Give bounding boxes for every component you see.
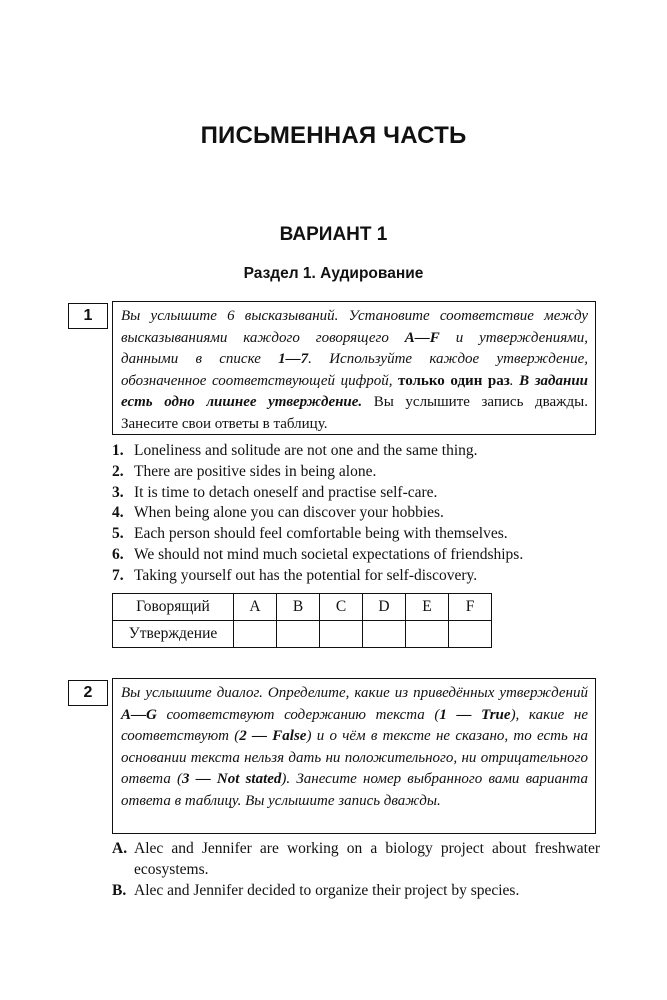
task-1-instr-extra: В задании есть одно лишнее утверждение. xyxy=(121,372,588,411)
task-1-statements xyxy=(112,441,602,587)
task-1-instr-text: . xyxy=(509,372,520,389)
item-text: Alec and Jennifer are working on a biology project about freshwater ecosystems. xyxy=(134,840,600,878)
list-item xyxy=(112,566,602,587)
list-item xyxy=(112,462,602,483)
list-item xyxy=(112,483,602,504)
task-2-instr-not-stated: 3 — Not stated xyxy=(182,771,282,788)
task-2-instr-text: Вы услышите диалог. Определите, какие из приведённых утверждений xyxy=(121,685,588,701)
task-2-instr-range: A—G xyxy=(121,706,157,723)
answer-cell[interactable] xyxy=(449,621,492,648)
task-2-instr-text: соответствуют содержанию текста ( xyxy=(156,706,440,723)
item-text: We should not mind much societal expectations of friendships. xyxy=(134,545,524,563)
task-1-number: 1 xyxy=(68,303,108,329)
answer-cell[interactable] xyxy=(363,621,406,648)
list-item xyxy=(112,441,602,462)
table-row xyxy=(113,621,492,648)
list-item xyxy=(112,839,600,881)
item-text: Alec and Jennifer decided to organize their project by species. xyxy=(134,881,520,899)
task-2-instructions xyxy=(112,678,596,834)
task-2-instr-false: 2 — False xyxy=(239,728,307,745)
list-item xyxy=(112,524,602,545)
column-header: B xyxy=(277,594,320,621)
item-text: When being alone you can discover your hobbies. xyxy=(134,504,444,522)
section-title: Раздел 1. Аудирование xyxy=(243,265,424,282)
item-text: It is time to detach oneself and practise self-care. xyxy=(134,483,438,501)
task-2-instr-true: 1 — True xyxy=(439,706,511,723)
item-number: 5. xyxy=(112,525,124,543)
item-number: 4. xyxy=(112,504,124,522)
row-label-speaker: Говорящий xyxy=(113,594,234,621)
task-2-number: 2 xyxy=(68,680,108,706)
task-2-instr-text: ), какие не соответствуют ( xyxy=(121,706,588,745)
task-2-instr-text: ) и о чём в тексте не сказано, то есть на основании текста нельзя дать ни положительного, ни отрицательного ответа ( xyxy=(121,728,588,788)
task-1-instr-once: только один раз xyxy=(398,372,510,389)
column-header: C xyxy=(320,594,363,621)
variant-title: ВАРИАНТ 1 xyxy=(279,224,388,245)
task-1-instr-text: и утверждениями, данными в списке xyxy=(121,329,589,368)
answer-table xyxy=(112,593,492,648)
task-1-instr-speakers: A—F xyxy=(404,329,440,346)
page-title: ПИСЬМЕННАЯ ЧАСТЬ xyxy=(200,122,467,149)
item-letter: B. xyxy=(112,881,127,899)
item-number: 3. xyxy=(112,483,124,501)
task-2-instr-text: ). Занесите номер выбранного вами варианта ответа в таблицу. Вы услышите запись дважды. xyxy=(121,771,588,809)
answer-cell[interactable] xyxy=(320,621,363,648)
row-label-statement: Утверждение xyxy=(113,621,234,648)
item-text: Each person should feel comfortable being with themselves. xyxy=(134,525,508,543)
task-1-instr-text: . Используйте каждое утверждение, обозначенное соответствующей цифрой, xyxy=(121,351,588,389)
item-number: 1. xyxy=(112,442,124,459)
answer-cell[interactable] xyxy=(406,621,449,648)
column-header: D xyxy=(363,594,406,621)
item-text: There are positive sides in being alone. xyxy=(134,462,377,480)
task-1-instructions xyxy=(112,301,596,435)
column-header: A xyxy=(234,594,277,621)
answer-cell[interactable] xyxy=(277,621,320,648)
list-item xyxy=(112,545,602,566)
item-text: Loneliness and solitude are not one and the same thing. xyxy=(134,442,478,459)
item-number: 2. xyxy=(112,462,124,480)
item-letter: A. xyxy=(112,840,128,857)
answer-cell[interactable] xyxy=(234,621,277,648)
list-item xyxy=(112,503,602,524)
task-1-instr-text: Вы услышите запись дважды. Занесите свои ответы в таблицу. xyxy=(121,394,588,432)
item-number: 6. xyxy=(112,545,124,563)
task-1-instr-text: Вы услышите 6 высказываний. Установите соответствие между высказываниями каждого говорящего xyxy=(121,308,588,346)
table-row xyxy=(113,594,492,621)
column-header: F xyxy=(449,594,492,621)
task-1-instr-statements: 1—7 xyxy=(278,351,309,368)
column-header: E xyxy=(406,594,449,621)
task-2-statements xyxy=(112,839,600,901)
list-item xyxy=(112,881,600,902)
item-text: Taking yourself out has the potential for self-discovery. xyxy=(134,566,478,584)
item-number: 7. xyxy=(112,566,124,584)
